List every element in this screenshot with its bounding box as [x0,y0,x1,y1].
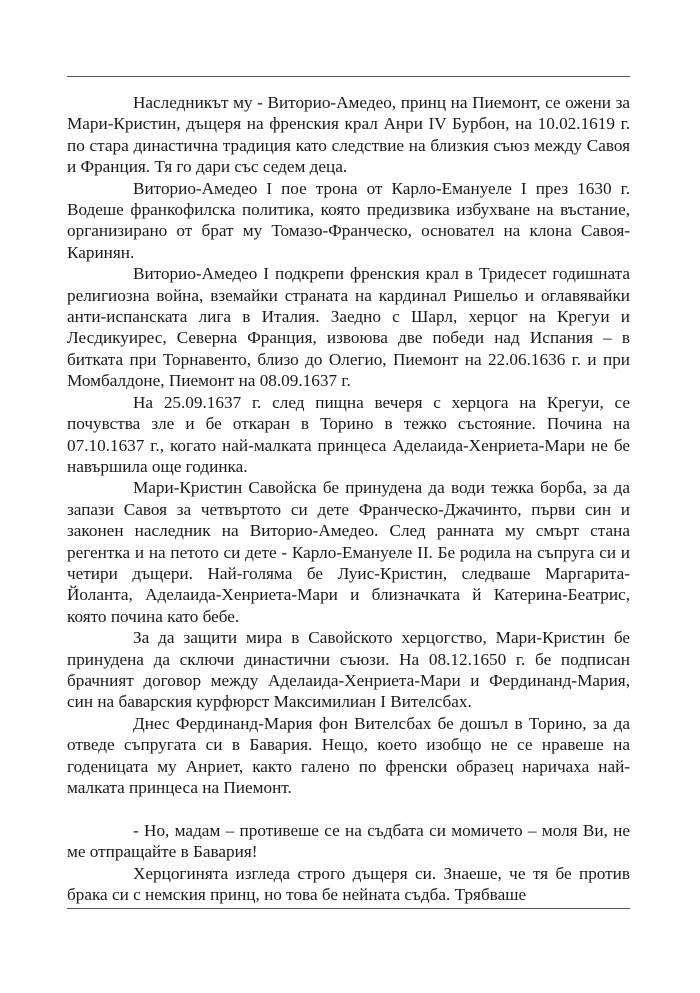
paragraph-1: Наследникът му - Виторио-Амедео, принц на Пиемонт, се ожени за Мари-Кристин, дъщеря на френския крал Анри IV Бурбон, на 10.02.1619 г. по стара династична традиция като следствие на близкия съюз между Савоя и Франция. Тя го дари със седем деца. [67,93,630,177]
paragraph-3: Виторио-Амедео I подкрепи френския крал в Тридесет годишната религиозна война, вземайки страната на кардинал Ришельо и оглавявайки анти-испанската лига в Италия. Заедно с Шарл, херцог на Крегуи и Лесдикуирес, Северна Франция, извоюва две победи над Испания – в битката при Торнавенто, близо до Олегио, Пиемонт на 22.06.1636 г. и при Момбалдоне, Пиемонт на 08.09.1637 г. [67,264,630,391]
body-text [67,92,630,905]
paragraph-6: За да защити мира в Савойското херцогство, Мари-Кристин бе принудена да сключи династични съюзи. На 08.12.1650 г. бе подписан брачният договор между Аделаида-Хенриета-Мари и Фердинанд-Мария, син на баварския курфюрст Максимилиан I Вителсбах. [67,628,630,712]
paragraph-9: Херцогинята изгледа строго дъщеря си. Знаеше, че тя бе против брака си с немския принц, но това бе нейната съдба. Трябваше [67,863,630,905]
footer-rule [67,908,630,909]
paragraph-7: Днес Фердинанд-Мария фон Вителсбах бе дошъл в Торино, за да отведе съпругата си в Бавария. Нещо, което изобщо не се нравеше на годеницата му Анриет, както галено по френски образец наричаха най-малката принцеса на Пиемонт. [67,713,630,797]
paragraph-5: Мари-Кристин Савойска бе принудена да води тежка борба, за да запази Савоя за четвъртото си дете Франческо-Джачинто, първи син и законен наследник на Виторио-Амедео. След ранната му смърт стана регентка и на петото си дете - Карло-Емануеле II. Бе родила на съпруга си и четири дъщери. Най-голяма бе Луис-Кристин, следваше Маргарита-Йоланта, Аделаида-Хенриета-Мари и близначката й Катерина-Беатрис, която почина като бебе. [67,478,630,626]
header-rule [67,76,630,77]
paragraph-4: На 25.09.1637 г. след пищна вечеря с херцога на Крегуи, се почувства зле и бе откаран в Торино в тежко състояние. Почина на 07.10.1637 г., когато най-малката принцеса Аделаида-Хенриета-Мари не бе навършила още годинка. [67,392,630,476]
paragraph-8: - Но, мадам – противеше се на съдбата си момичето – моля Ви, не ме отпращайте в Бавария! [67,820,630,862]
paragraph-2: Виторио-Амедео I пое трона от Карло-Емануеле I през 1630 г. Водеше франкофилска политика, която предизвика избухване на въстание, организирано от брат му Томазо-Франческо, основател на клона Савоя-Каринян. [67,178,630,262]
